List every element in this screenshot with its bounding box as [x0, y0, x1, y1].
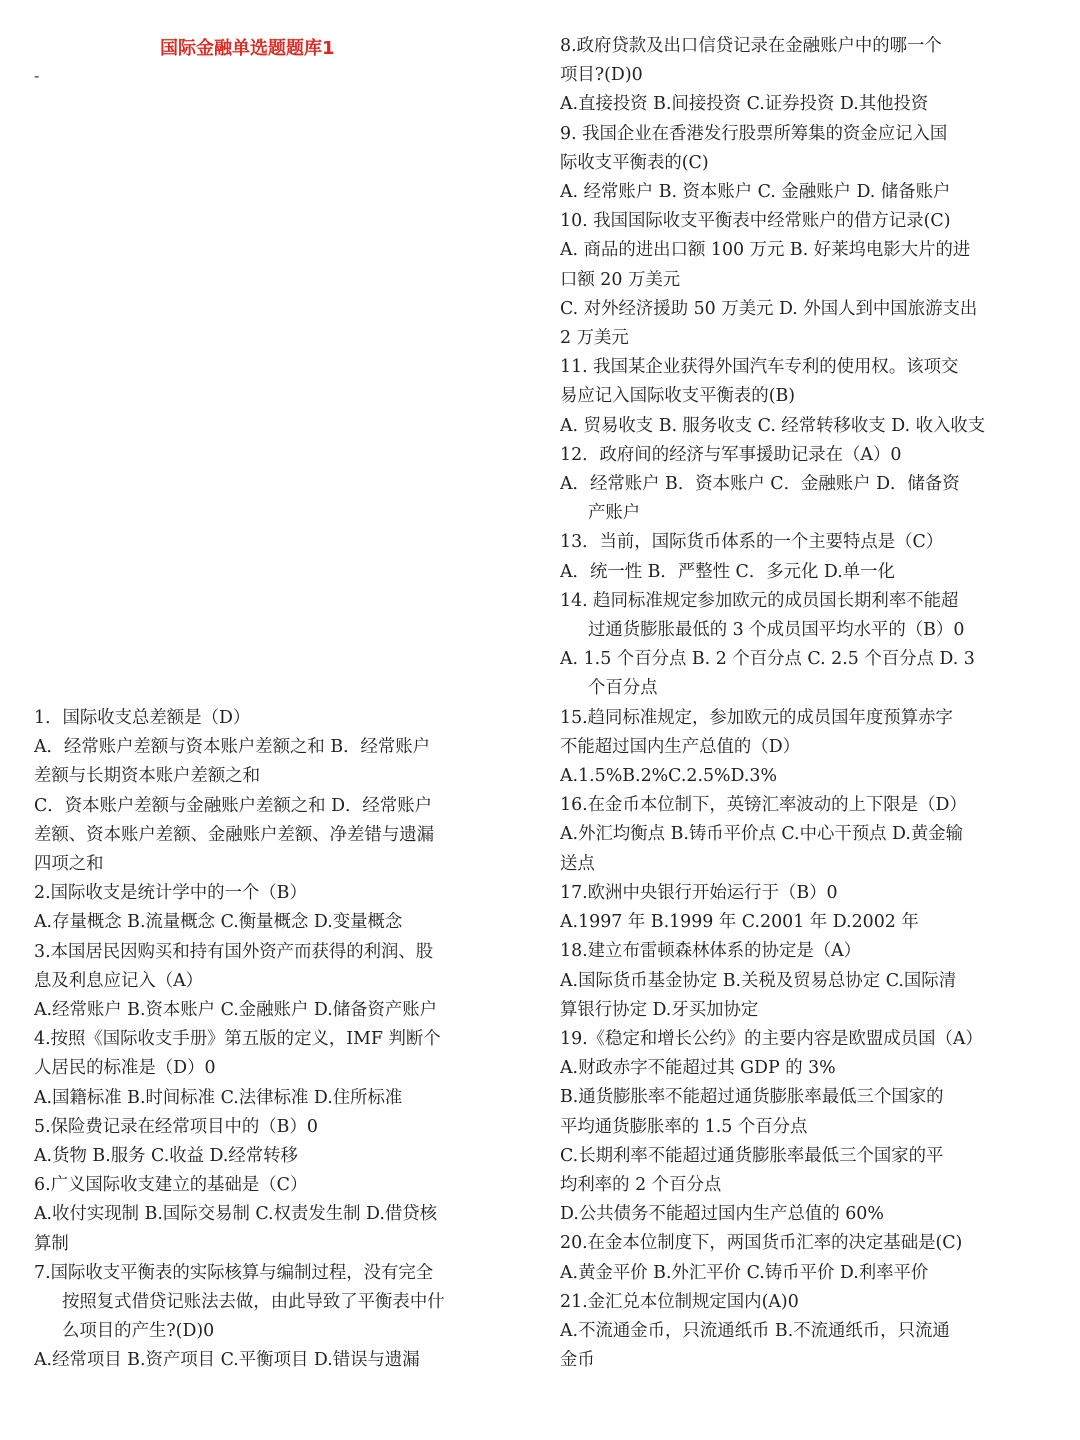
text-line: A.1.5%B.2%C.2.5%D.3% — [560, 766, 778, 787]
text-line: 15.趋同标准规定，参加欧元的成员国年度预算赤字 — [560, 707, 953, 728]
text-line: 7.国际收支平衡表的实际核算与编制过程，没有完全 — [34, 1262, 434, 1283]
text-line: A.经常账户 B.资本账户 C.金融账户 D.储备资产账户 — [34, 1000, 438, 1021]
text-line: C.长期利率不能超过通货膨胀率最低三个国家的平 — [560, 1145, 944, 1166]
text-line: 平均通货膨胀率的 1.5 个百分点 — [560, 1116, 808, 1137]
text-line: 14. 趋同标准规定参加欧元的成员国长期利率不能超 — [560, 590, 959, 611]
text-line: A.经常项目 B.资产项目 C.平衡项目 D.错误与遗漏 — [34, 1350, 420, 1371]
text-line: 12．政府间的经济与军事援助记录在（A）0 — [560, 444, 902, 465]
text-line: 4.按照《国际收支手册》第五版的定义，IMF 判断个 — [34, 1029, 441, 1050]
text-line: A.外汇均衡点 B.铸币平价点 C.中心干预点 D.黄金输 — [560, 824, 964, 845]
text-line: A.国际货币基金协定 B.关税及贸易总协定 C.国际清 — [560, 970, 957, 991]
text-line: A．经常账户差额与资本账户差额之和 B．经常账户 — [34, 737, 431, 758]
text-line: 个百分点 — [588, 678, 658, 699]
text-line: A.收付实现制 B.国际交易制 C.权责发生制 D.借贷核 — [34, 1204, 438, 1225]
text-line: 8.政府贷款及出口信贷记录在金融账户中的哪一个 — [560, 36, 942, 56]
text-line: 21.金汇兑本位制规定国内(A)0 — [560, 1291, 799, 1312]
text-line: 人居民的标准是（D）0 — [34, 1058, 216, 1079]
text-line: 1．国际收支总差额是（D） — [34, 708, 251, 728]
text-line: B.通货膨胀率不能超过通货膨胀率最低三个国家的 — [560, 1087, 944, 1108]
text-line: 不能超过国内生产总值的（D） — [560, 736, 801, 757]
text-line: A.直接投资 B.间接投资 C.证券投资 D.其他投资 — [560, 94, 929, 115]
text-line: 算银行协定 D.牙买加协定 — [560, 999, 759, 1020]
text-line: C．资本账户差额与金融账户差额之和 D．经常账户 — [34, 795, 432, 816]
text-line: A.黄金平价 B.外汇平价 C.铸币平价 D.利率平价 — [560, 1262, 929, 1283]
text-line: 均利率的 2 个百分点 — [560, 1174, 722, 1195]
text-line: 口额 20 万美元 — [560, 269, 681, 290]
text-line: 按照复式借贷记账法去做，由此导致了平衡表中什 — [62, 1292, 445, 1313]
text-line: A.不流通金币，只流通纸币 B.不流通纸币，只流通 — [560, 1320, 950, 1341]
text-line: A.1997 年 B.1999 年 C.2001 年 D.2002 年 — [560, 912, 919, 933]
text-line: A.财政赤字不能超过其 GDP 的 3% — [560, 1058, 836, 1079]
text-line: 产账户 — [588, 503, 641, 524]
text-line: A.货物 B.服务 C.收益 D.经常转移 — [34, 1146, 298, 1167]
right-column — [560, 32, 1006, 1375]
text-line: 20.在金本位制度下，两国货币汇率的决定基础是(C) — [560, 1233, 963, 1254]
text-line: 3.本国居民因购买和持有国外资产而获得的利润、股 — [34, 941, 434, 962]
text-line: 13．当前，国际货币体系的一个主要特点是（C） — [560, 532, 944, 553]
text-line: 9. 我国企业在香港发行股票所筹集的资金应记入国 — [560, 123, 948, 144]
text-line: 17.欧洲中央银行开始运行于（B）0 — [560, 882, 838, 903]
text-line: 2 万美元 — [560, 328, 629, 349]
text-line: A. 商品的进出口额 100 万元 B. 好莱坞电影大片的进 — [560, 240, 971, 261]
text-line: 项目?(D)0 — [560, 65, 643, 86]
text-line: A. 经常账户 B. 资本账户 C. 金融账户 D. 储备账户 — [560, 182, 951, 203]
text-line: 么项目的产生?(D)0 — [62, 1321, 215, 1342]
text-line: 差额与长期资本账户差额之和 — [34, 766, 261, 787]
text-line: A.存量概念 B.流量概念 C.衡量概念 D.变量概念 — [34, 912, 403, 933]
text-line: 金币 — [560, 1350, 595, 1371]
text-line: 5.保险费记录在经常项目中的（B）0 — [34, 1116, 318, 1137]
text-line: 10. 我国国际收支平衡表中经常账户的借方记录(C) — [560, 211, 951, 232]
text-line: 四项之和 — [34, 854, 104, 875]
text-line: A．统一性 B．严整性 C．多元化 D.单一化 — [560, 561, 895, 582]
text-line: 息及利息应记入（A） — [34, 970, 204, 991]
text-line: A. 贸易收支 B. 服务收支 C. 经常转移收支 D. 收入收支 — [560, 415, 986, 436]
text-line: 18.建立布雷顿森林体系的协定是（A） — [560, 941, 862, 962]
text-line: 6.广义国际收支建立的基础是（C） — [34, 1175, 308, 1196]
text-line: 11. 我国某企业获得外国汽车专利的使用权。该项交 — [560, 357, 959, 378]
document-title: 国际金融单选题题库1 — [160, 38, 335, 59]
text-line: 易应记入国际收支平衡表的(B) — [560, 386, 796, 407]
text-line: 际收支平衡表的(C) — [560, 152, 709, 173]
text-line: 过通货膨胀最低的 3 个成员国平均水平的（B）0 — [588, 620, 965, 641]
text-line: A.国籍标准 B.时间标准 C.法律标准 D.住所标准 — [34, 1087, 403, 1108]
text-line: 算制 — [34, 1233, 69, 1254]
text-line: A. 1.5 个百分点 B. 2 个百分点 C. 2.5 个百分点 D. 3 — [560, 649, 975, 670]
left-column — [34, 704, 480, 1376]
text-line: 差额、资本账户差额、金融账户差额、净差错与遗漏 — [34, 824, 434, 845]
dash-mark: - — [34, 66, 40, 85]
text-line: 2.国际收支是统计学中的一个（B） — [34, 883, 307, 904]
text-line: C. 对外经济援助 50 万美元 D. 外国人到中国旅游支出 — [560, 298, 978, 319]
text-line: 16.在金币本位制下，英镑汇率波动的上下限是（D） — [560, 795, 967, 816]
text-line: D.公共债务不能超过国内生产总值的 60% — [560, 1204, 884, 1225]
text-line: 送点 — [560, 853, 595, 874]
text-line: A．经常账户 B．资本账户 C．金融账户 D．储备资 — [560, 474, 960, 495]
text-line: 19.《稳定和增长公约》的主要内容是欧盟成员国（A） — [560, 1028, 983, 1049]
